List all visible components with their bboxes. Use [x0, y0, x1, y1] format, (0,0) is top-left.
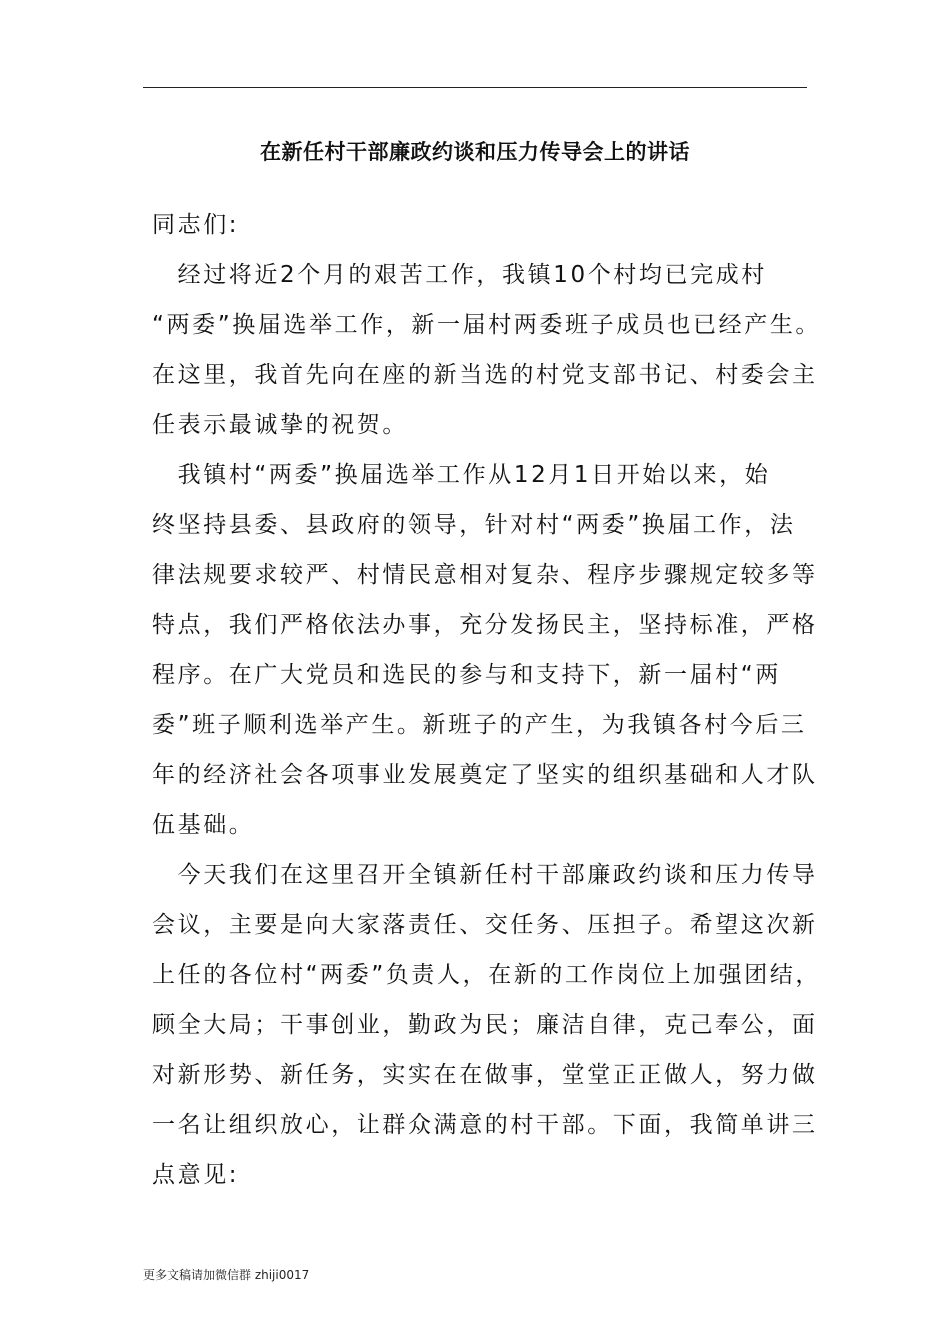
body-line: 顾全大局；干事创业，勤政为民；廉洁自律，克己奉公，面: [152, 1012, 818, 1038]
body-line: 一名让组织放心，让群众满意的村干部。下面，我简单讲三: [152, 1112, 818, 1138]
body-line: 今天我们在这里召开全镇新任村干部廉政约谈和压力传导: [152, 862, 818, 888]
document-body: [152, 200, 822, 1200]
header-rule: [143, 87, 807, 88]
body-line: 年的经济社会各项事业发展奠定了坚实的组织基础和人才队: [152, 762, 818, 788]
body-line: 终坚持县委、县政府的领导，针对村“两委”换届工作，法: [152, 512, 796, 538]
body-line: 特点，我们严格依法办事，充分发扬民主，坚持标准，严格: [152, 612, 818, 638]
body-line: 律法规要求较严、村情民意相对复杂、程序步骤规定较多等: [152, 562, 818, 588]
body-line: 程序。在广大党员和选民的参与和支持下，新一届村“两: [152, 662, 781, 688]
body-line: 伍基础。: [152, 812, 255, 838]
body-line: 点意见:: [152, 1162, 240, 1188]
body-line: 我镇村“两委”换届选举工作从12月1日开始以来，始: [152, 462, 771, 488]
body-line: 任表示最诚挚的祝贺。: [152, 412, 408, 438]
body-line: 同志们:: [152, 212, 240, 238]
body-line: “两委”换届选举工作，新一届村两委班子成员也已经产生。: [152, 312, 822, 338]
footer-note: 更多文稿请加微信群 zhiji0017: [143, 1268, 310, 1282]
body-line: 对新形势、新任务，实实在在做事，堂堂正正做人，努力做: [152, 1062, 818, 1088]
body-line: 经过将近2个月的艰苦工作，我镇10个村均已完成村: [152, 262, 767, 288]
body-line: 委”班子顺利选举产生。新班子的产生，为我镇各村今后三: [152, 712, 807, 738]
body-line: 上任的各位村“两委”负责人，在新的工作岗位上加强团结，: [152, 962, 822, 988]
body-line: 在这里，我首先向在座的新当选的村党支部书记、村委会主: [152, 362, 818, 388]
body-line: 会议，主要是向大家落责任、交任务、压担子。希望这次新: [152, 912, 818, 938]
document-title: 在新任村干部廉政约谈和压力传导会上的讲话: [260, 140, 690, 164]
